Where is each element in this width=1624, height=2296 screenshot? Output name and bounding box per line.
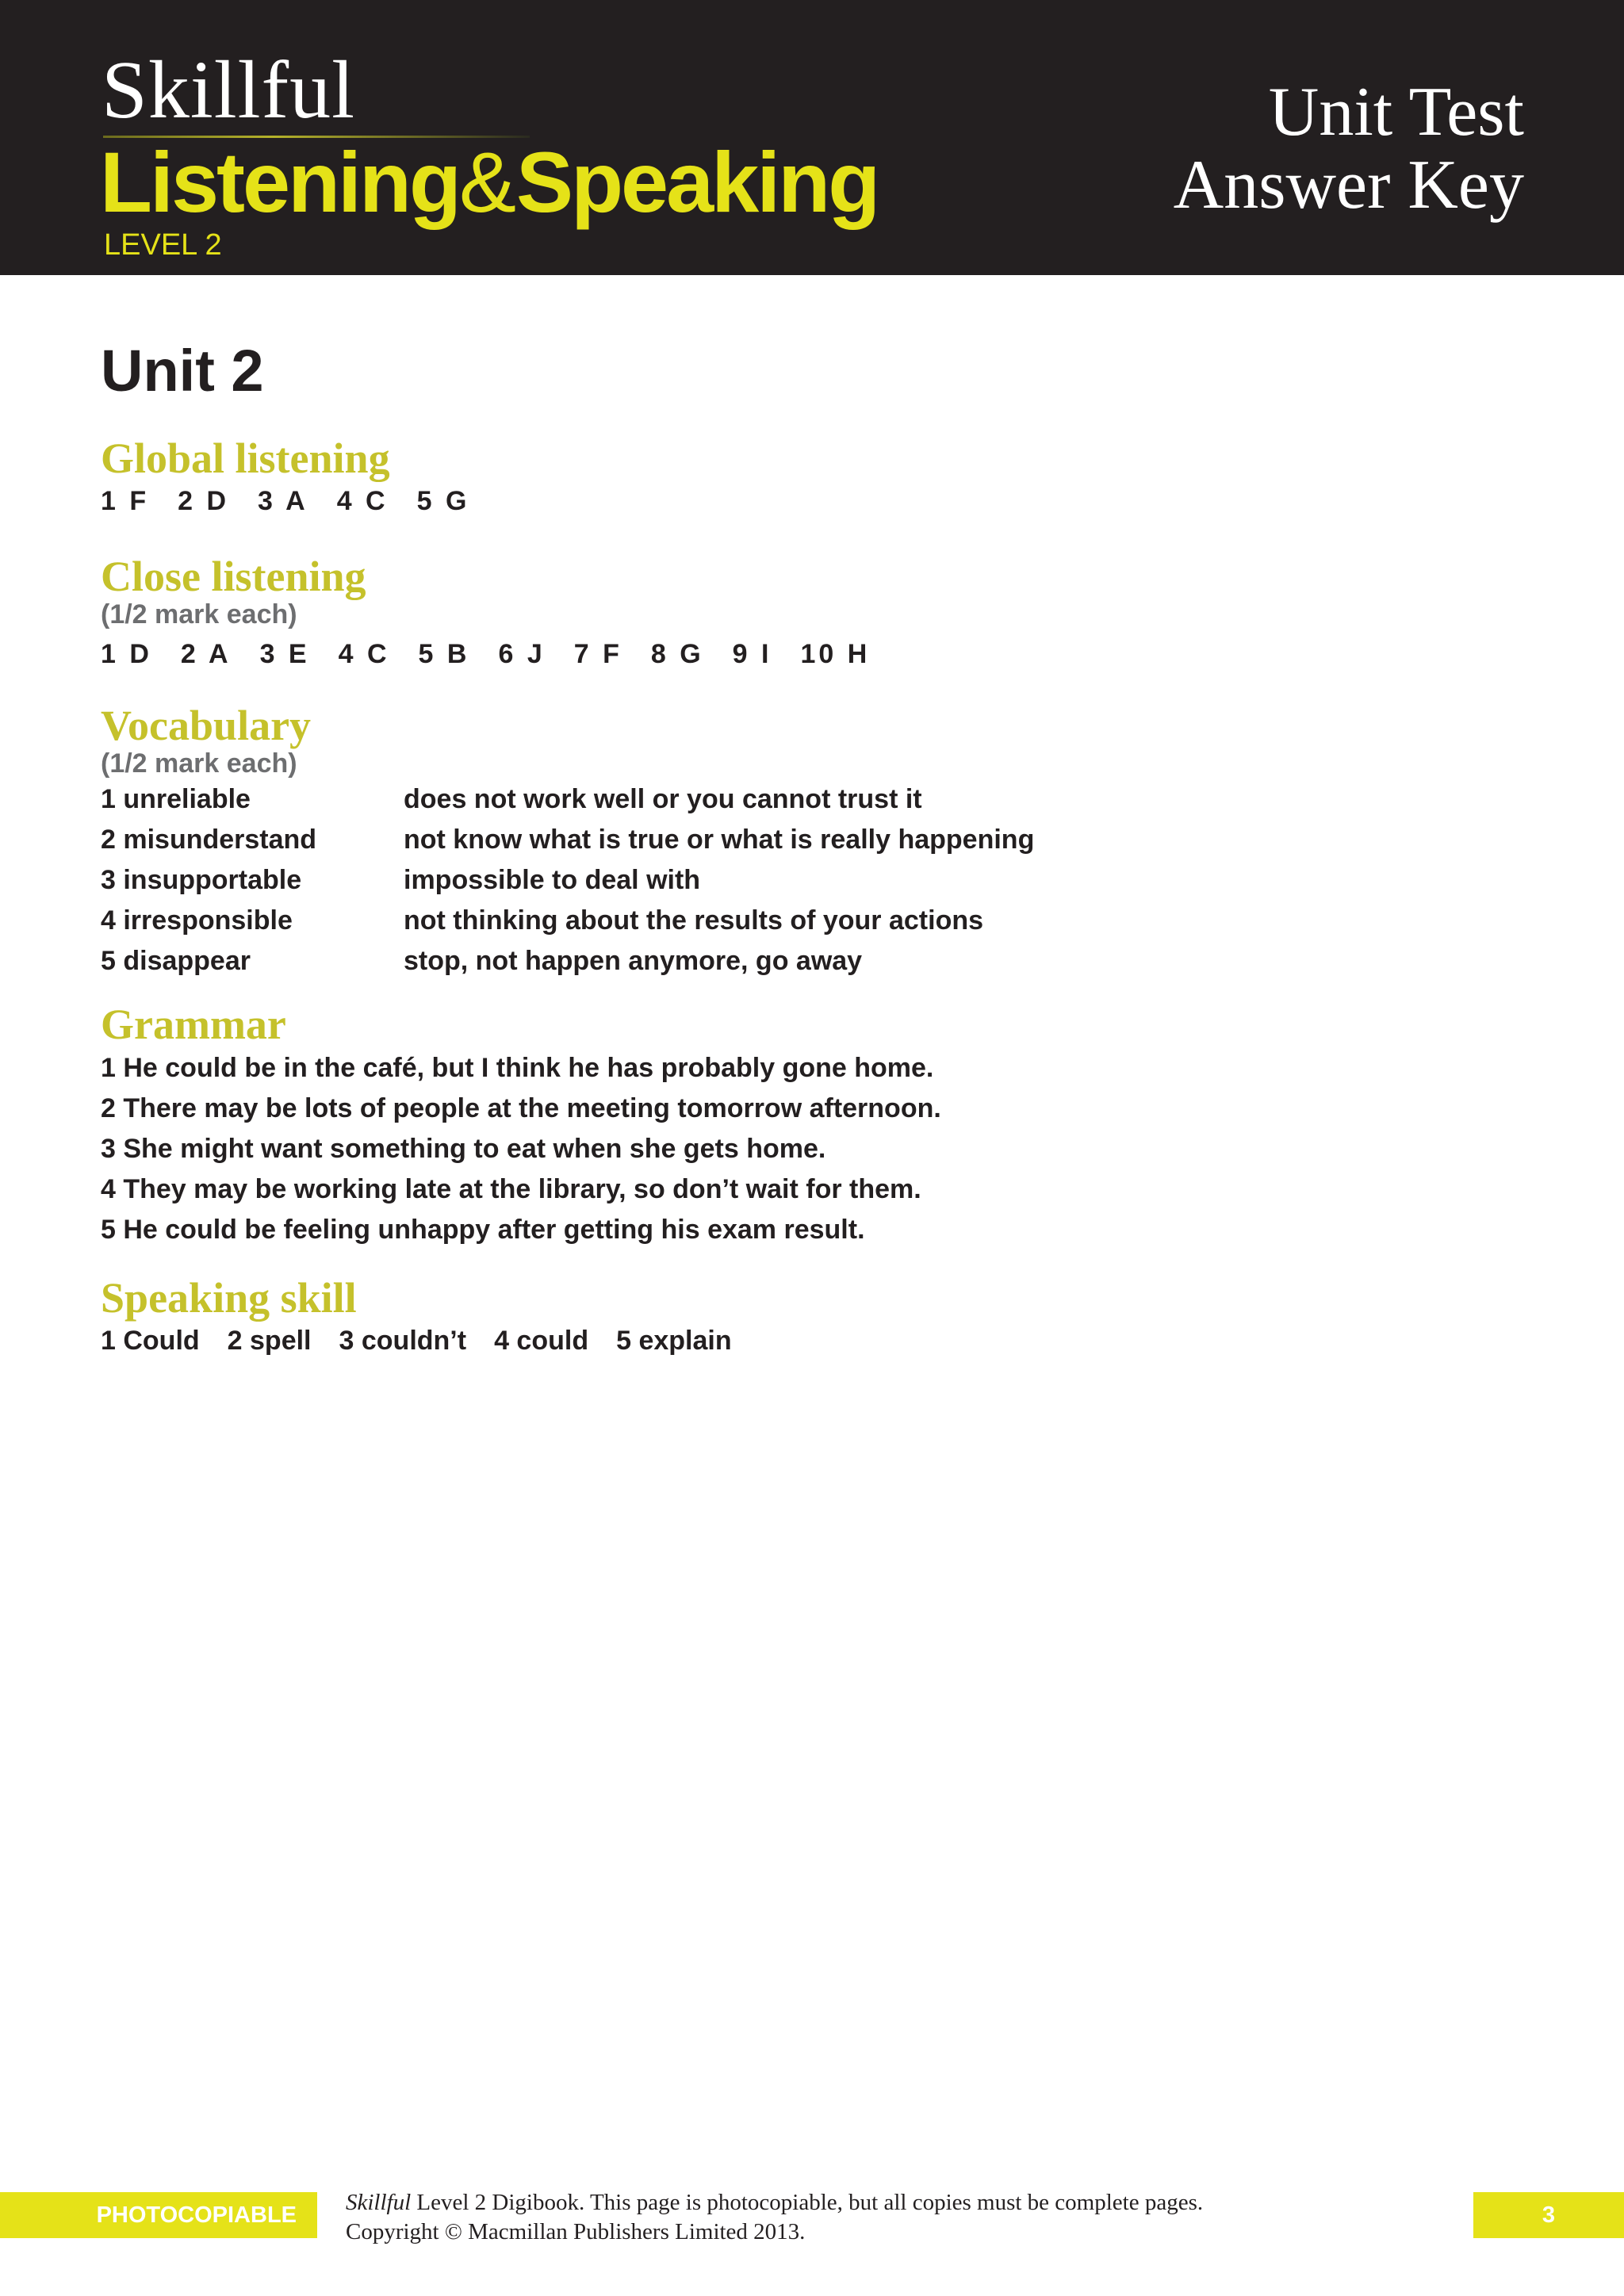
title-line-2: Answer Key bbox=[1173, 147, 1524, 224]
footer-copyright bbox=[346, 2188, 1203, 2247]
answer-item: 3 couldn’t bbox=[339, 1326, 467, 1356]
answer-item: 9 I bbox=[732, 639, 772, 669]
section-global-listening bbox=[101, 434, 1528, 516]
answer-item: 1 F bbox=[101, 486, 150, 516]
vocabulary-word: 1 unreliable bbox=[101, 784, 251, 814]
footer-line-1-text: Level 2 Digibook. This page is photocopiable, but all copies must be complete pages. bbox=[411, 2190, 1204, 2215]
vocabulary-definition: not know what is true or what is really happening bbox=[404, 825, 1035, 855]
grammar-answer: 5 He could be feeling unhappy after getting his exam result. bbox=[101, 1215, 865, 1245]
section-heading: Vocabulary bbox=[101, 702, 312, 749]
vocabulary-word: 3 insupportable bbox=[101, 865, 302, 895]
answer-item: 10 H bbox=[800, 639, 871, 669]
title-line-1: Unit Test bbox=[1268, 74, 1524, 151]
photocopiable-tag: PHOTOCOPIABLE bbox=[0, 2192, 317, 2238]
vocabulary-table bbox=[101, 779, 1528, 982]
brand-listening-speaking bbox=[100, 134, 879, 230]
answer-key-content bbox=[101, 333, 1528, 1354]
brand-speaking: Speaking bbox=[516, 134, 879, 230]
mark-note: (1/2 mark each) bbox=[101, 748, 297, 779]
grammar-answer: 1 He could be in the café, but I think he has probably gone home. bbox=[101, 1053, 934, 1083]
answer-item: 2 A bbox=[180, 639, 232, 669]
section-speaking-skill bbox=[101, 1276, 1528, 1354]
vocabulary-row bbox=[101, 860, 1528, 901]
section-heading: Close listening bbox=[101, 553, 366, 600]
vocabulary-word: 5 disappear bbox=[101, 946, 251, 976]
footer-line-2: Copyright © Macmillan Publishers Limited 2013. bbox=[346, 2219, 806, 2244]
header-banner bbox=[0, 0, 1624, 275]
mark-note: (1/2 mark each) bbox=[101, 599, 297, 629]
section-heading: Global listening bbox=[101, 434, 390, 482]
page-number: 3 bbox=[1473, 2192, 1624, 2238]
answer-item: 8 G bbox=[650, 639, 704, 669]
vocabulary-word: 4 irresponsible bbox=[101, 905, 293, 936]
vocabulary-row bbox=[101, 901, 1528, 941]
document-title bbox=[1174, 76, 1524, 222]
answer-item: 5 explain bbox=[616, 1326, 732, 1356]
vocabulary-definition: not thinking about the results of your actions bbox=[404, 905, 984, 936]
answer-item: 7 F bbox=[573, 639, 622, 669]
vocabulary-row bbox=[101, 779, 1528, 820]
answer-list bbox=[101, 488, 1528, 515]
vocabulary-word: 2 misunderstand bbox=[101, 825, 317, 855]
answer-item: 5 G bbox=[416, 486, 470, 516]
brand-level: LEVEL 2 bbox=[104, 228, 222, 262]
answer-item: 4 C bbox=[336, 486, 389, 516]
vocabulary-definition: does not work well or you cannot trust it bbox=[404, 784, 922, 814]
grammar-list bbox=[101, 1048, 1528, 1250]
vocabulary-definition: impossible to deal with bbox=[404, 865, 701, 895]
section-grammar bbox=[101, 1003, 1528, 1250]
answer-item: 2 spell bbox=[227, 1326, 312, 1356]
vocabulary-row bbox=[101, 820, 1528, 860]
section-heading: Speaking skill bbox=[101, 1274, 357, 1322]
answer-item: 2 D bbox=[178, 486, 230, 516]
answer-list bbox=[101, 1327, 1528, 1354]
vocabulary-row bbox=[101, 941, 1528, 982]
answer-item: 3 E bbox=[259, 639, 310, 669]
unit-title: Unit 2 bbox=[101, 338, 264, 404]
brand-skillful: Skillful bbox=[102, 44, 356, 136]
section-heading: Grammar bbox=[101, 1001, 286, 1048]
section-vocabulary bbox=[101, 704, 1528, 982]
answer-item: 1 Could bbox=[101, 1326, 200, 1356]
answer-item: 5 B bbox=[418, 639, 470, 669]
grammar-answer: 2 There may be lots of people at the meeting tomorrow afternoon. bbox=[101, 1093, 941, 1123]
grammar-answer: 4 They may be working late at the library, so don’t wait for them. bbox=[101, 1174, 921, 1204]
brand-ampersand: & bbox=[459, 134, 517, 230]
answer-item: 4 C bbox=[338, 639, 390, 669]
answer-item: 4 could bbox=[494, 1326, 589, 1356]
answer-list bbox=[101, 641, 1528, 668]
footer-line-1 bbox=[346, 2188, 1203, 2218]
footer-brand-italic: Skillful bbox=[346, 2190, 412, 2215]
section-close-listening bbox=[101, 555, 1528, 668]
answer-item: 6 J bbox=[498, 639, 546, 669]
grammar-answer: 3 She might want something to eat when she gets home. bbox=[101, 1134, 826, 1164]
brand-listening: Listening bbox=[100, 134, 459, 230]
answer-item: 3 A bbox=[258, 486, 308, 516]
vocabulary-definition: stop, not happen anymore, go away bbox=[404, 946, 863, 976]
answer-item: 1 D bbox=[101, 639, 152, 669]
